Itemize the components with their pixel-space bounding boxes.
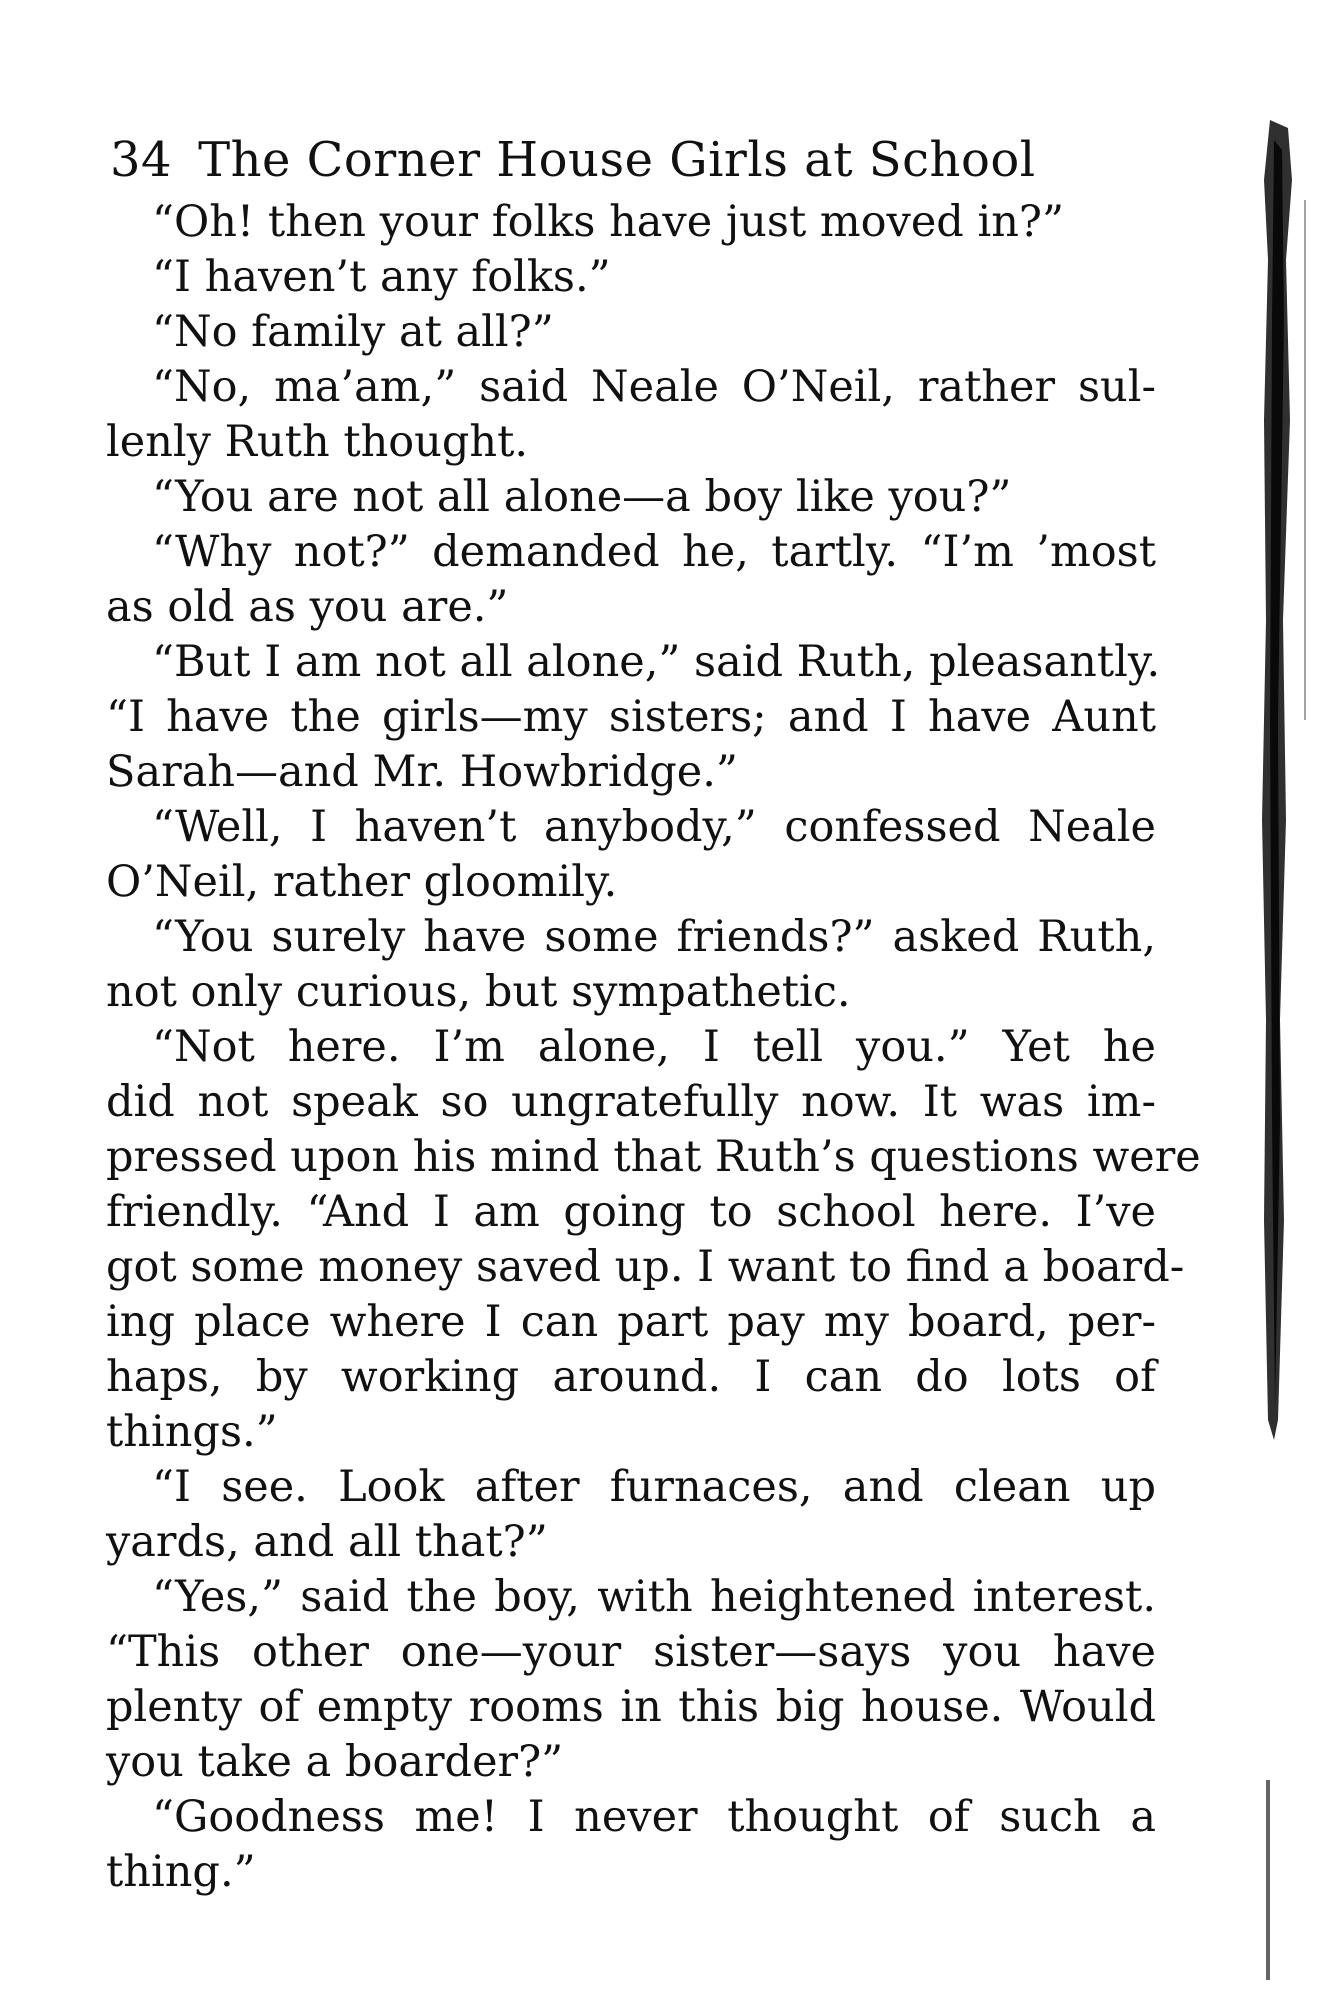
text-line: Sarah—and Mr. Howbridge.” [106, 747, 738, 797]
scan-edge-shadow [1228, 120, 1324, 1990]
text-line: thing.” [106, 1847, 256, 1897]
text-line: got some money saved up. I want to find a board- [106, 1242, 1185, 1292]
text-line: “I see. Look after furnaces, and clean up [152, 1462, 1156, 1512]
running-header [110, 132, 1036, 188]
text-line: “Why not?” demanded he, tartly. “I’m ’most [152, 527, 1156, 577]
text-line: yards, and all that?” [106, 1517, 548, 1567]
text-line: “Well, I haven’t anybody,” confessed Neale [152, 802, 1156, 852]
text-line: “Goodness me! I never thought of such a [152, 1792, 1156, 1842]
scan-edge-fragment [1266, 1780, 1270, 1980]
running-title: The Corner House Girls at School [198, 132, 1036, 188]
text-line: “You surely have some friends?” asked Ruth, [152, 912, 1156, 962]
text-line: “No, ma’am,” said Neale O’Neil, rather sul- [152, 362, 1156, 412]
text-line: ing place where I can part pay my board, per- [106, 1297, 1156, 1347]
text-line: “No family at all?” [152, 307, 554, 357]
text-line: “You are not all alone—a boy like you?” [152, 472, 1012, 522]
scan-edge-fragment [1304, 200, 1306, 720]
text-line: not only curious, but sympathetic. [106, 967, 851, 1017]
text-line: friendly. “And I am going to school here. I’ve [106, 1187, 1156, 1237]
text-line: “Yes,” said the boy, with heightened interest. [152, 1572, 1156, 1622]
text-line: lenly Ruth thought. [106, 417, 529, 467]
text-line: as old as you are.” [106, 582, 509, 632]
text-line: “I have the girls—my sisters; and I have Aunt [106, 692, 1156, 742]
text-line: “This other one—your sister—says you have [106, 1627, 1156, 1677]
text-line: things.” [106, 1407, 278, 1457]
text-line: “Oh! then your folks have just moved in?” [152, 197, 1064, 247]
text-line: did not speak so ungratefully now. It was im- [106, 1077, 1156, 1127]
text-line: “I haven’t any folks.” [152, 252, 611, 302]
text-line: “Not here. I’m alone, I tell you.” Yet he [152, 1022, 1156, 1072]
text-line: haps, by working around. I can do lots of [106, 1352, 1156, 1402]
page-number: 34 [110, 132, 173, 188]
body-text [106, 195, 1201, 1900]
text-line: plenty of empty rooms in this big house. Would [106, 1682, 1156, 1732]
text-line: you take a boarder?” [106, 1737, 564, 1787]
text-line: pressed upon his mind that Ruth’s questions were [106, 1132, 1201, 1182]
text-line: “But I am not all alone,” said Ruth, pleasantly. [152, 637, 1161, 687]
text-line: O’Neil, rather gloomily. [106, 857, 618, 907]
